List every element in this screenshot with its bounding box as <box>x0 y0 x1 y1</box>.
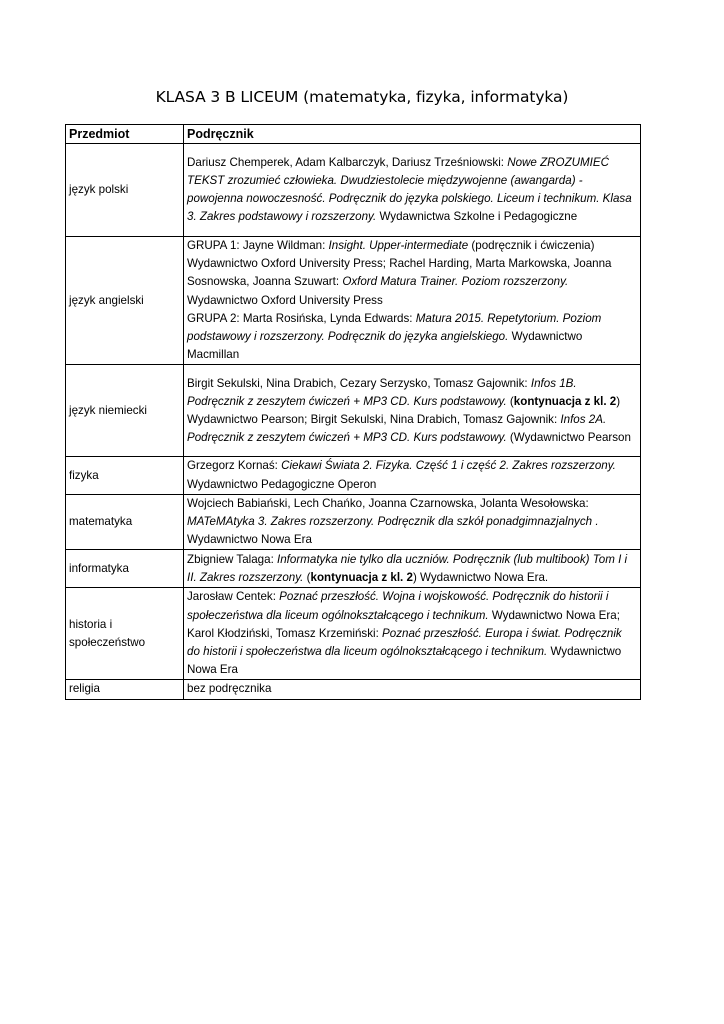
textbook-text-run: Grzegorz Kornaś: <box>187 459 282 473</box>
textbook-text-run: Poznać przeszłość. Europa i świat. Podręcznik do historii i społeczeństwa dla liceum ogólnokształcącego i technikum. <box>187 626 622 659</box>
header-textbook: Podręcznik <box>184 125 641 144</box>
table-row <box>66 365 641 457</box>
textbook-text-run: Zbigniew Talaga: <box>187 552 278 566</box>
subject-cell: matematyka <box>66 494 184 550</box>
table-row <box>66 550 641 588</box>
textbook-cell <box>184 144 641 237</box>
textbook-text-run: ) Wydawnictwo Nowa Era. <box>412 570 549 584</box>
textbook-text-run: Wojciech Babiański, Lech Chańko, Joanna Czarnowska, Jolanta Wesołowska: <box>187 496 589 510</box>
textbook-text-run: ) Wydawnictwo Pearson; Birgit Sekulski, Nina Drabich, Tomasz Gajownik: <box>187 394 621 426</box>
textbook-text-run: Wydawnictwo Nowa Era; Karol Kłodziński, Tomasz Krzemiński: <box>187 608 620 640</box>
textbook-text-run: Matura 2015. Repetytorium. Poziom podstawowy i rozszerzony. Podręcznik do języka angielskiego. <box>187 311 602 344</box>
textbook-text-run: Wydawnictwa Szkolne i Pedagogiczne <box>376 210 578 224</box>
table-row <box>66 457 641 494</box>
table-row <box>66 588 641 680</box>
subject-cell: religia <box>66 680 184 699</box>
table-header-row <box>66 125 641 144</box>
textbook-text-run: Dariusz Chemperek, Adam Kalbarczyk, Dariusz Trześniowski: <box>187 155 508 169</box>
textbook-text-run: ( <box>303 570 311 584</box>
textbook-cell <box>184 680 641 699</box>
textbook-text-run: Wydawnictwo Pedagogiczne Operon <box>187 477 377 491</box>
textbook-cell <box>184 237 641 365</box>
textbook-text-run: Oxford Matura Trainer. Poziom rozszerzony. <box>342 275 569 289</box>
subject-cell: język angielski <box>66 237 184 365</box>
textbook-cell <box>184 457 641 494</box>
textbook-text-run: (Wydawnictwo Pearson <box>506 431 631 445</box>
textbook-cell <box>184 550 641 588</box>
textbook-text-run: Infos 1B. Podręcznik z zeszytem ćwiczeń + MP3 CD. Kurs podstawowy. <box>187 376 577 408</box>
textbook-text-run: Informatyka nie tylko dla uczniów. Podręcznik (lub multibook) Tom I i II. Zakres rozszerzony. <box>187 552 628 584</box>
textbook-text-run: kontynuacja z kl. 2 <box>513 394 617 408</box>
textbook-text-run: Nowe ZROZUMIEĆ TEKST zrozumieć człowieka. Dwudziestolecie międzywojenne (awangarda) - powojenna nowoczesność. Podręcznik do języka polskiego. Liceum i technikum. Klasa 3. Zakres podstawowy i rozszerzony. <box>187 155 632 224</box>
table-row <box>66 494 641 550</box>
textbook-text-run: MATeMAtyka 3. Zakres rozszerzony. Podręcznik dla szkół ponadgimnazjalnych . <box>187 515 599 529</box>
textbook-text-run: ( <box>506 394 514 408</box>
textbook-text-run: bez podręcznika <box>187 682 272 696</box>
table-row <box>66 680 641 699</box>
textbook-text-run: Poznać przeszłość. Wojna i wojskowość. Podręcznik do historii i społeczeństwa dla liceum ogólnokształcącego i technikum. <box>187 590 609 622</box>
textbook-cell <box>184 588 641 680</box>
textbook-text-run: Infos 2A. Podręcznik z zeszytem ćwiczeń + MP3 CD. Kurs podstawowy. <box>187 412 607 445</box>
textbook-text-run: Birgit Sekulski, Nina Drabich, Cezary Serzysko, Tomasz Gajownik: <box>187 376 531 390</box>
textbook-text-run: Wydawnictwo Nowa Era <box>187 533 312 547</box>
textbook-cell <box>184 494 641 550</box>
subject-cell: fizyka <box>66 457 184 494</box>
textbook-text-run: Wydawnictwo Macmillan <box>187 330 583 362</box>
textbook-text-run: Insight. Upper-intermediate <box>328 239 469 252</box>
table-body <box>66 144 641 700</box>
textbook-text-run: (podręcznik i ćwiczenia) Wydawnictwo Oxford University Press; Rachel Harding, Marta Markowska, Joanna Sosnowska, Joanna Szuwart: <box>187 239 612 289</box>
subject-cell: historia i społeczeństwo <box>66 588 184 680</box>
header-subject: Przedmiot <box>66 125 184 144</box>
textbook-text-run: GRUPA 2: Marta Rosińska, Lynda Edwards: <box>187 311 416 325</box>
textbook-text-run: GRUPA 1: Jayne Wildman: <box>187 239 329 252</box>
subject-cell: język polski <box>66 144 184 237</box>
table-row <box>66 144 641 237</box>
subject-cell: informatyka <box>66 550 184 588</box>
textbook-cell <box>184 365 641 457</box>
textbook-table <box>65 124 641 700</box>
page-title: KLASA 3 B LICEUM (matematyka, fizyka, informatyka) <box>155 88 569 106</box>
textbook-text-run: Jarosław Centek: <box>187 590 280 604</box>
textbook-text-run: Ciekawi Świata 2. Fizyka. Część 1 i część 2. Zakres rozszerzony. <box>281 459 616 473</box>
textbook-text-run: Wydawnictwo Nowa Era <box>187 645 622 677</box>
table-row <box>66 237 641 365</box>
textbook-text-run: kontynuacja z kl. 2 <box>310 570 413 584</box>
subject-cell: język niemiecki <box>66 365 184 457</box>
textbook-text-run: Wydawnictwo Oxford University Press <box>187 293 383 307</box>
